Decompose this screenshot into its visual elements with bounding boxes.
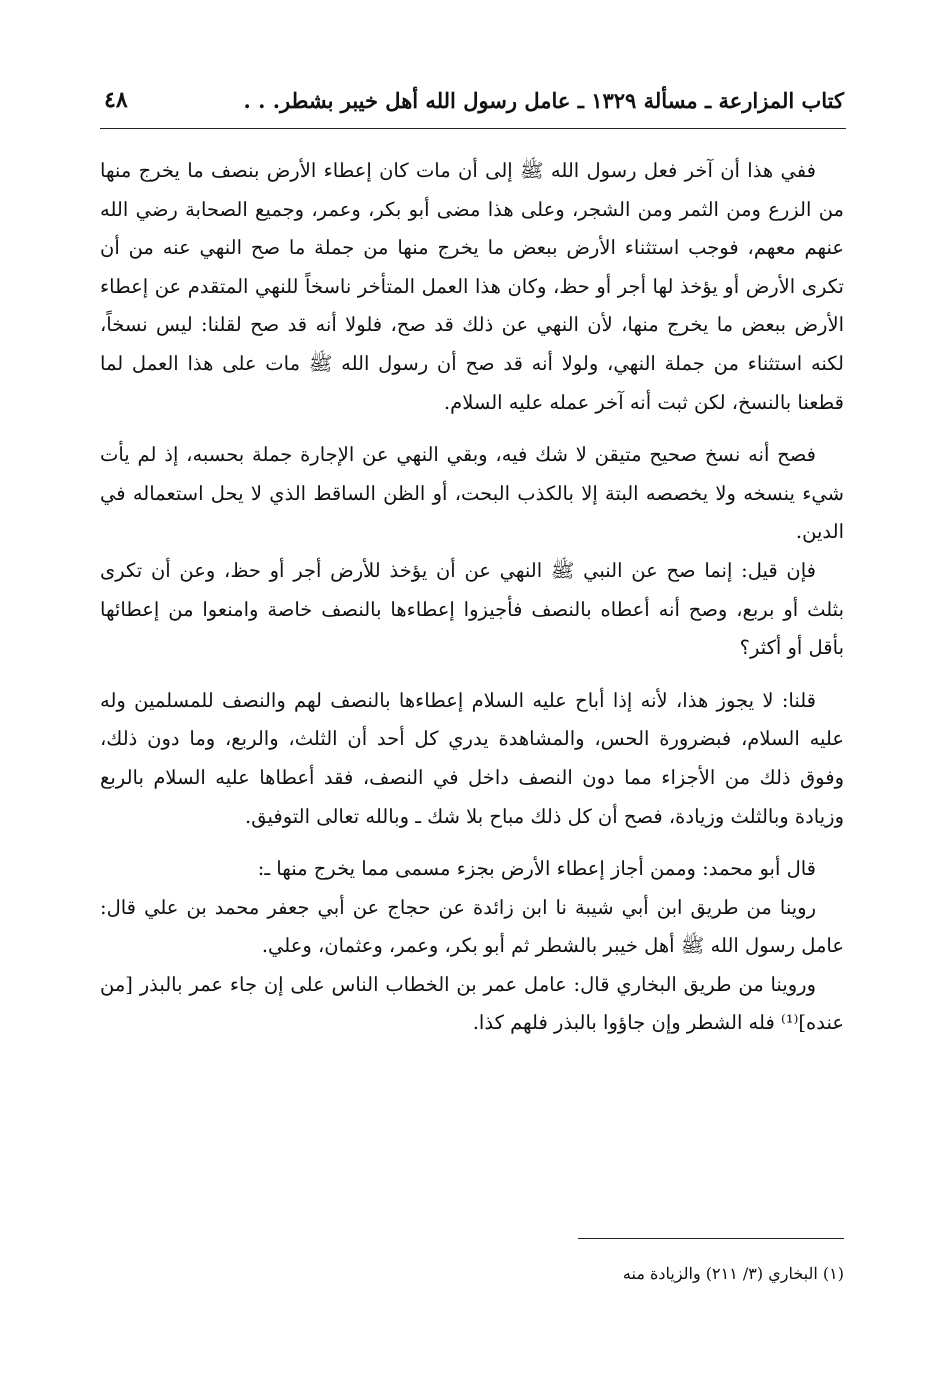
paragraph-6: روينا من طريق ابن أبي شيبة نا ابن زائدة عن حجاج عن أبي جعفر محمد بن علي قال: عامل رسول الله ﷺ أهل خيبر بالشطر ثم أبو بكر، وعمر، وعثمان، وعلي. (100, 895, 844, 958)
paragraph-5: قال أبو محمد: وممن أجاز إعطاء الأرض بجزء مسمى مما يخرج منها ـ: (257, 857, 816, 881)
page-header (104, 80, 844, 120)
footnote-divider (578, 1238, 844, 1239)
header-divider (100, 128, 846, 129)
paragraph-2: فصح أنه نسخ صحيح متيقن لا شك فيه، وبقي النهي عن الإجارة جملة بحسبه، إذ لم يأت شيء ينسخه ولا يخصصه البتة إلا بالكذب البحت، أو الظن الساقط الذي لا يحل استعماله في الدين. (100, 443, 844, 544)
running-head: كتاب المزارعة ـ مسألة ١٣٢٩ ـ عامل رسول الله أهل خيبر بشطر. . . (243, 87, 844, 113)
paragraph-gap (100, 422, 844, 436)
footnote: (١) البخاري (٣/ ٢١١) والزيادة منه (622, 1264, 844, 1283)
paragraph-gap (100, 836, 844, 850)
paragraph-7: وروينا من طريق البخاري قال: عامل عمر بن الخطاب الناس على إن جاء عمر بالبذر [من عنده]⁽¹⁾ فله الشطر وإن جاؤوا بالبذر فلهم كذا. (100, 972, 844, 1035)
paragraph-gap (100, 668, 844, 682)
page-number: ٤٨ (104, 87, 128, 113)
body-text (100, 152, 844, 1043)
paragraph-3: فإن قيل: إنما صح عن النبي ﷺ النهي عن أن يؤخذ للأرض أجر أو حظ، وعن أن تكرى بثلث أو بربع، وصح أنه أعطاه بالنصف فأجيزوا إعطاءها بالنصف خاصة وامنعوا من إعطائها بأقل أو أكثر؟ (100, 558, 844, 660)
paragraph-4: قلنا: لا يجوز هذا، لأنه إذا أباح عليه السلام إعطاءها بالنصف لهم والنصف للمسلمين وله عليه السلام، فبضرورة الحس، والمشاهدة يدري كل أحد أن الثلث، والربع، وما دون ذلك، وفوق ذلك من الأجزاء مما دون النصف داخل في النصف، فقد أعطاها عليه السلام بالربع وزيادة وبالثلث وزيادة، فصح أن كل ذلك مباح بلا شك ـ وبالله تعالى التوفيق. (100, 688, 844, 828)
paragraph-1: ففي هذا أن آخر فعل رسول الله ﷺ إلى أن مات كان إعطاء الأرض بنصف ما يخرج منها من الزرع ومن الثمر ومن الشجر، وعلى هذا مضى أبو بكر، وعمر، وجميع الصحابة رضي الله عنهم معهم، فوجب استثناء الأرض ببعض ما يخرج منها من جملة ما صح النهي عنه من أن تكرى الأرض أو يؤخذ لها أجر أو حظ، وكان هذا العمل المتأخر ناسخاً للنهي المتقدم عن إعطاء الأرض ببعض ما يخرج منها، لأن النهي عن ذلك قد صح، فلولا أنه قد صح لقلنا: ليس نسخاً، لكنه استثناء من جملة النهي، ولولا أنه قد صح أن رسول الله ﷺ مات على هذا العمل لما قطعنا بالنسخ، لكن ثبت أنه آخر عمله عليه السلام. (100, 159, 844, 414)
